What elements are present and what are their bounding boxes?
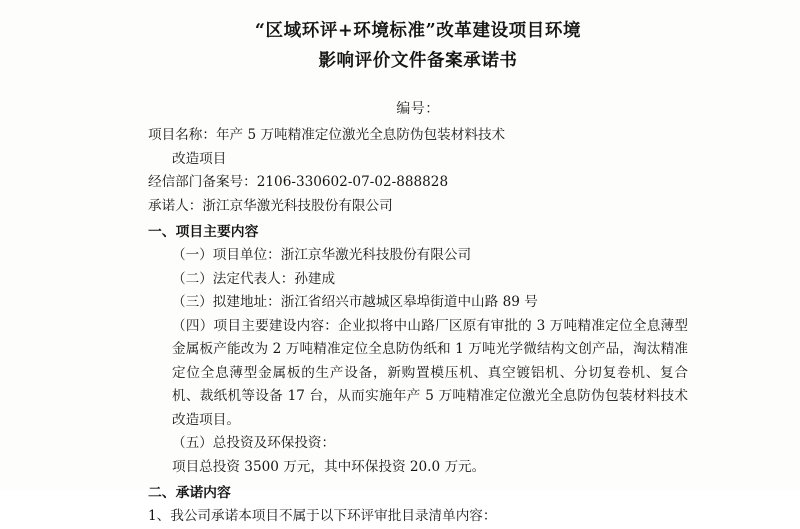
document-title (148, 16, 688, 76)
section-1-item-4-label: （四）项目主要建设内容： (172, 317, 339, 334)
section-1-item-4 (148, 315, 688, 433)
section-1-item-3-label: （三）拟建地址： (172, 294, 281, 310)
field-project-name-cont: 改造项目 (172, 150, 227, 167)
section-1-item-5-label: （五）总投资及环保投资： (172, 435, 336, 451)
section-1-item-1-label: （一）项目单位： (172, 247, 281, 263)
section-1-item-3-text: 浙江省绍兴市越城区皋埠街道中山路 89 号 (280, 294, 538, 310)
title-line-1: “区域环评+环境标准”改革建设项目环境 (254, 21, 582, 41)
section-1-item-4-text: 企业拟将中山路厂区原有审批的 3 万吨精准定位全息薄型金属板产能改为 2 万吨精准定位全息防伪纸和 1 万吨光学微结构文创产品，淘汰精准定位全息薄型金属板的生产设备，新购置模压机、真空镀铝机、分切复卷机、复合机、裁纸机等设备 17 台，从而实施年产 5 万吨精准定位激光全息防伪包装材料技术改造项目。 (172, 317, 688, 428)
section-1-item-1 (148, 244, 688, 268)
section-1-item-6: 项目总投资 3500 万元，其中环保投资 20.0 万元。 (172, 458, 486, 475)
field-record-number (148, 171, 688, 195)
section-1-item-1-text: 浙江京华激光科技股份有限公司 (280, 247, 472, 263)
section-1-item-3 (148, 291, 688, 315)
field-promisor-value: 浙江京华激光科技股份有限公司 (202, 197, 393, 214)
field-project-name (148, 124, 688, 148)
document-code-label: 编号： (396, 101, 440, 117)
section-1-item-2-label: （二）法定代表人： (172, 270, 295, 287)
title-line-2: 影响评价文件备案承诺书 (318, 51, 518, 71)
field-promisor (148, 195, 688, 219)
section-1-item-2-text: 孙建成 (294, 270, 336, 287)
section-1-item-2 (148, 268, 688, 292)
section-heading-2: 二、承诺内容 (148, 485, 231, 501)
section-1-item-5 (148, 432, 688, 456)
field-project-name-label: 项目名称： (148, 127, 216, 143)
field-record-number-value: 2106-330602-07-02-888828 (256, 174, 449, 190)
section-heading-1: 一、项目主要内容 (148, 224, 259, 240)
section-2-item-1: 1、我公司承诺本项目不属于以下环评审批目录清单内容： (148, 508, 497, 524)
field-promisor-label: 承诺人： (148, 197, 203, 214)
field-project-name-value: 年产 5 万吨精准定位激光全息防伪包装材料技术 (215, 127, 506, 143)
field-record-number-label: 经信部门备案号： (148, 174, 257, 190)
